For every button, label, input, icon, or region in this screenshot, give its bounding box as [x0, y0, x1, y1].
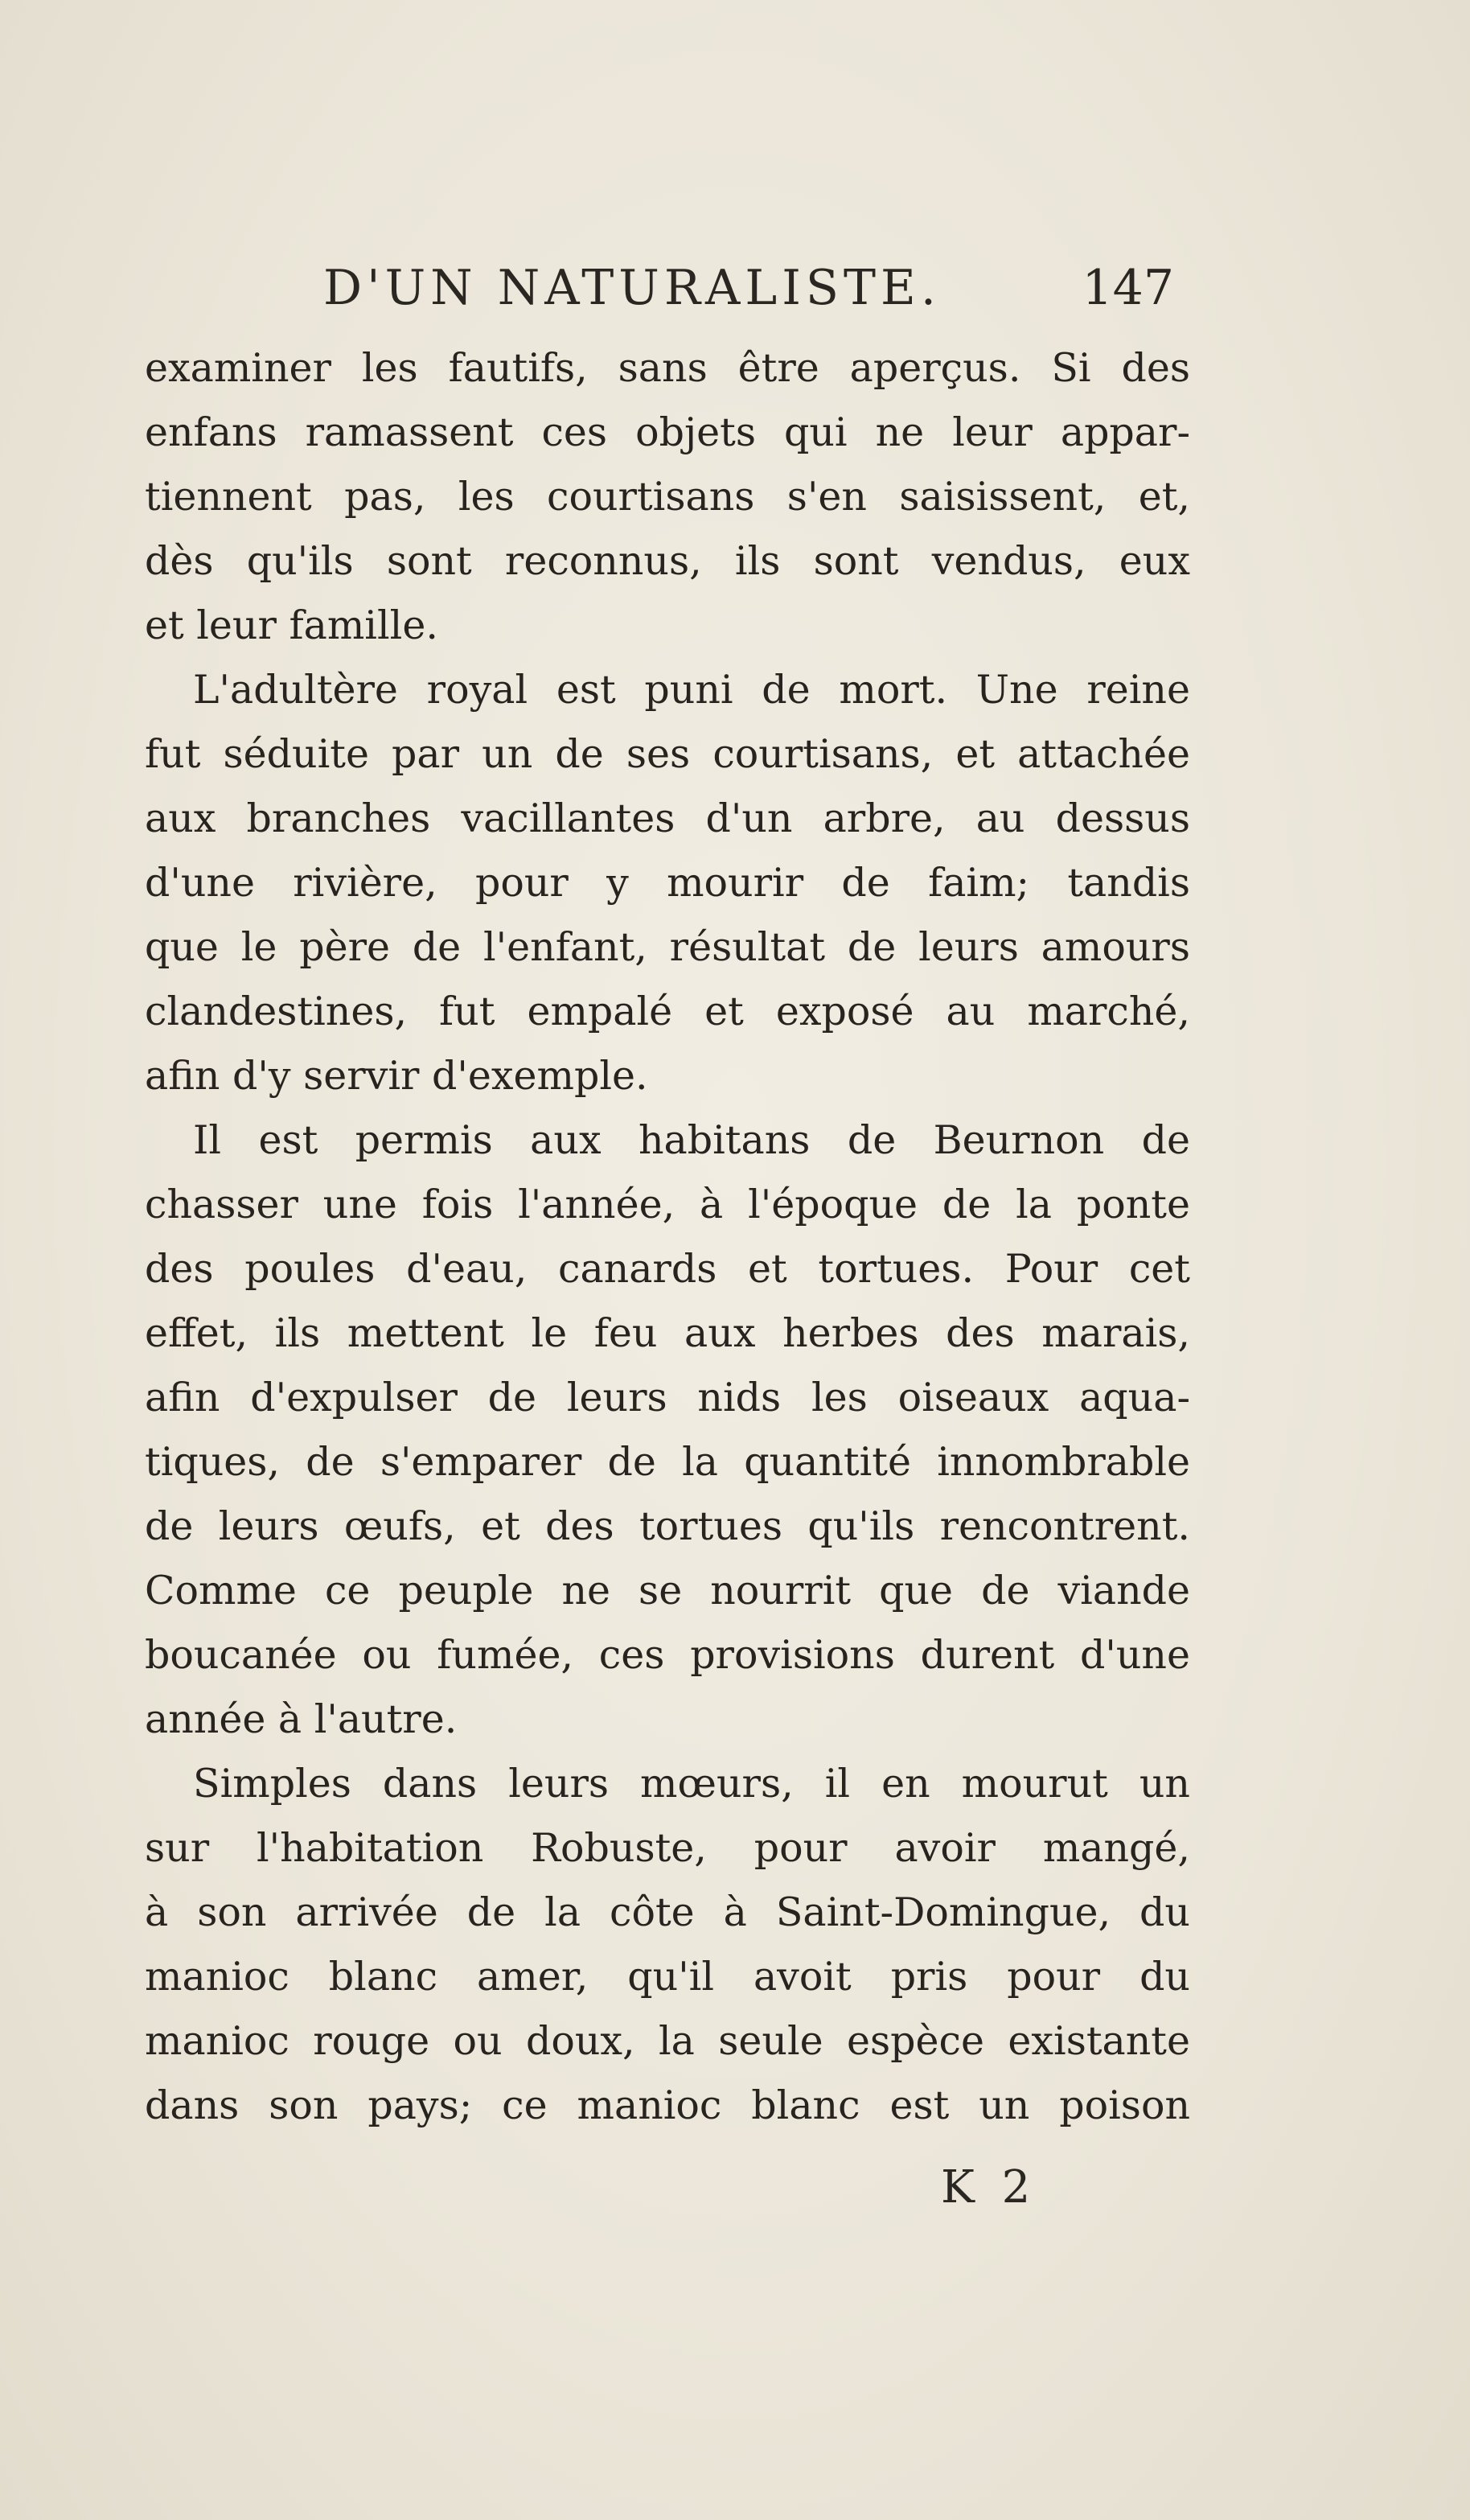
text-line: afin d'y servir d'exemple.	[145, 1053, 648, 1099]
paragraph-4	[145, 1752, 1190, 2138]
text-line: boucanée ou fumée, ces provisions durent d'une	[145, 1632, 1190, 1678]
text-line: manioc rouge ou doux, la seule espèce existante	[145, 2018, 1190, 2064]
text-line: Comme ce peuple ne se nourrit que de viande	[145, 1568, 1190, 1614]
text-line: tiennent pas, les courtisans s'en saisissent, et,	[145, 474, 1190, 520]
text-line: que le père de l'enfant, résultat de leurs amours	[145, 924, 1190, 970]
text-line: et leur famille.	[145, 602, 438, 648]
text-line: clandestines, fut empalé et exposé au marché,	[145, 989, 1190, 1034]
text-line: Simples dans leurs mœurs, il en mourut un	[193, 1761, 1190, 1807]
paragraph-3	[145, 1108, 1190, 1752]
text-line: effet, ils mettent le feu aux herbes des marais,	[145, 1310, 1190, 1356]
paragraph-1	[145, 336, 1190, 658]
text-line: des poules d'eau, canards et tortues. Pour cet	[145, 1246, 1190, 1292]
text-line: chasser une fois l'année, à l'époque de la ponte	[145, 1182, 1190, 1227]
paragraph-2	[145, 658, 1190, 1108]
text-line: aux branches vacillantes d'un arbre, au dessus	[145, 795, 1190, 841]
text-line: de leurs œufs, et des tortues qu'ils rencontrent.	[145, 1503, 1190, 1549]
text-line: manioc blanc amer, qu'il avoit pris pour du	[145, 1954, 1190, 2000]
text-line: tiques, de s'emparer de la quantité innombrable	[145, 1439, 1190, 1485]
page-number: 147	[1082, 260, 1174, 316]
running-head	[145, 256, 1190, 320]
text-line: examiner les fautifs, sans être aperçus. Si des	[145, 345, 1190, 391]
text-line: d'une rivière, pour y mourir de faim; tandis	[145, 860, 1190, 906]
text-line: dans son pays; ce manioc blanc est un poison	[145, 2082, 1190, 2128]
text-line: fut séduite par un de ses courtisans, et attachée	[145, 731, 1190, 777]
text-line: année à l'autre.	[145, 1696, 458, 1742]
text-line: à son arrivée de la côte à Saint-Domingue, du	[145, 1889, 1190, 1935]
text-line: sur l'habitation Robuste, pour avoir mangé,	[145, 1825, 1190, 1871]
text-line: afin d'expulser de leurs nids les oiseaux aqua-	[145, 1375, 1190, 1420]
signature-mark: K 2	[941, 2161, 1037, 2214]
text-line: L'adultère royal est puni de mort. Une reine	[193, 667, 1190, 713]
text-line: dès qu'ils sont reconnus, ils sont vendus, eux	[145, 538, 1190, 584]
body-text	[145, 336, 1190, 2138]
text-line: Il est permis aux habitans de Beurnon de	[193, 1117, 1190, 1163]
running-title: D'UN NATURALISTE.	[323, 260, 941, 316]
text-line: enfans ramassent ces objets qui ne leur appar-	[145, 409, 1190, 455]
